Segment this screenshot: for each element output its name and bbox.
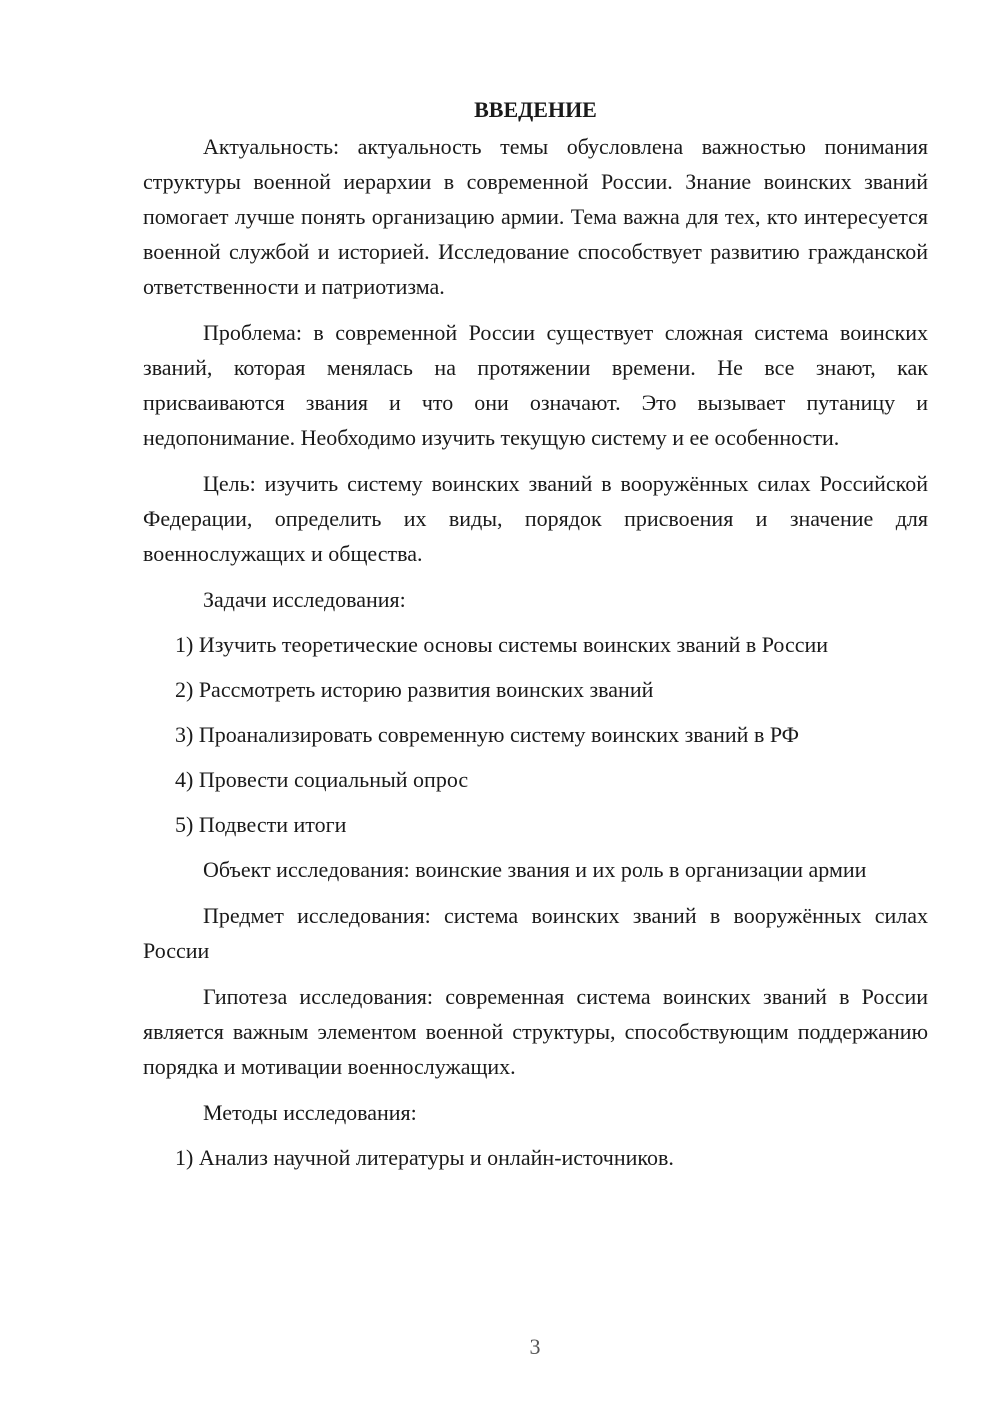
page-number: 3: [529, 1334, 541, 1359]
goal-paragraph: Цель: изучить систему воинских званий в вооружённых силах Российской Федерации, определить их виды, порядок присвоения и значение для военнослужащих и общества.: [143, 471, 928, 566]
subject-paragraph: Предмет исследования: система воинских званий в вооружённых силах России: [143, 903, 928, 963]
task-item-5: 5) Подвести итоги: [175, 812, 347, 837]
methods-heading: Методы исследования:: [203, 1100, 417, 1125]
relevance-paragraph: Актуальность: актуальность темы обусловлена важностью понимания структуры военной иерархии в современной России. Знание воинских званий помогает лучше понять организацию армии. Тема важна для тех, кто интересуется военной службой и историей. Исследование способствует развитию гражданской ответственности и патриотизма.: [143, 134, 928, 299]
hypothesis-paragraph: Гипотеза исследования: современная система воинских званий в России является важным элементом военной структуры, способствующим поддержанию порядка и мотивации военнослужащих.: [143, 984, 928, 1079]
tasks-heading: Задачи исследования:: [203, 587, 406, 612]
method-item-1: 1) Анализ научной литературы и онлайн-источников.: [175, 1145, 674, 1170]
task-item-3: 3) Проанализировать современную систему воинских званий в РФ: [175, 722, 800, 747]
task-item-2: 2) Рассмотреть историю развития воинских званий: [175, 677, 654, 702]
task-item-4: 4) Провести социальный опрос: [175, 767, 469, 792]
section-title: ВВЕДЕНИЕ: [474, 97, 597, 122]
methods-list: [143, 1140, 928, 1175]
tasks-list: [143, 627, 928, 842]
document-page: [143, 92, 928, 1185]
object-paragraph: Объект исследования: воинские звания и их роль в организации армии: [203, 857, 867, 882]
task-item-1: 1) Изучить теоретические основы системы воинских званий в России: [175, 632, 829, 657]
problem-paragraph: Проблема: в современной России существует сложная система воинских званий, которая менялась на протяжении времени. Не все знают, как присваиваются звания и что они означают. Это вызывает путаницу и недопонимание. Необходимо изучить текущую систему и ее особенности.: [143, 320, 928, 450]
